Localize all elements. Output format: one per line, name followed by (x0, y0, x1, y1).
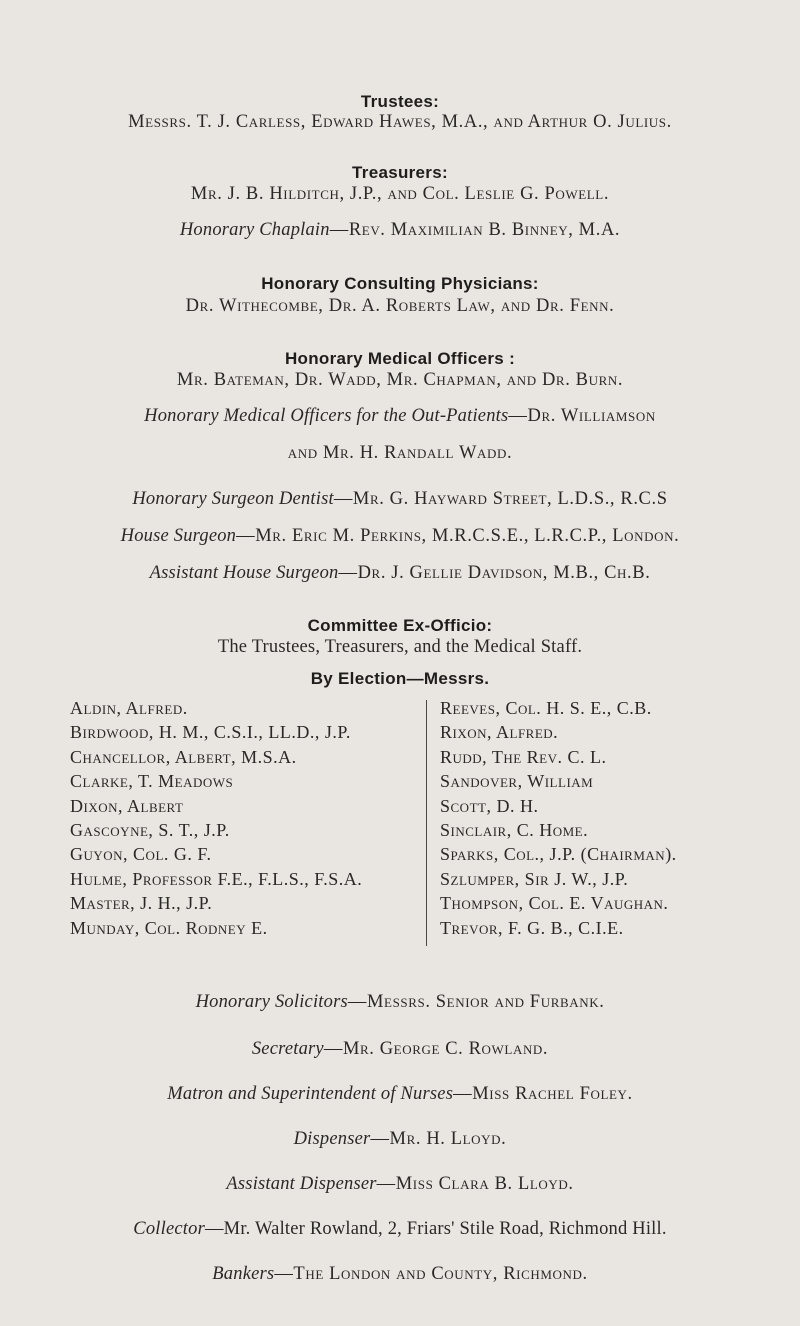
committee-left-column (70, 696, 362, 940)
treasurers-line: Mr. J. B. Hilditch, J.P., and Col. Leslie G. Powell. (190, 184, 610, 204)
committee-heading: Committee Ex-Officio: (307, 616, 493, 635)
committee-member: Rixon, Alfred. (440, 722, 559, 743)
bankers-line (0, 1264, 800, 1285)
bankers-role: Bankers (212, 1264, 275, 1284)
dentist-name: —Mr. G. Hayward Street, L.D.S., R.C.S (333, 489, 668, 509)
house-surgeon-line (0, 526, 800, 547)
committee-member: Trevor, F. G. B., C.I.E. (440, 917, 624, 938)
dispenser-role: Dispenser (293, 1129, 371, 1149)
outpatients-line2: and Mr. H. Randall Wadd. (287, 443, 513, 463)
collector-name: —Mr. Walter Rowland, 2, Friars' Stile Road, Richmond Hill. (204, 1219, 667, 1239)
solicitors-line (0, 992, 800, 1013)
trustees-heading: Trustees: (360, 92, 440, 111)
committee-member: Aldin, Alfred. (70, 698, 188, 718)
asst-dispenser-line (0, 1174, 800, 1195)
committee-member: Munday, Col. Rodney E. (70, 917, 268, 938)
secretary-name: —Mr. George C. Rowland. (323, 1039, 549, 1059)
house-surgeon-role: House Surgeon (120, 526, 237, 546)
committee-member: Clarke, T. Meadows (70, 771, 234, 792)
chaplain-role: Honorary Chaplain (179, 220, 330, 240)
solicitors-role: Honorary Solicitors (195, 992, 348, 1012)
committee-member: Dixon, Albert (70, 795, 184, 816)
committee-member: Birdwood, H. M., C.S.I., LL.D., J.P. (70, 722, 351, 743)
committee-member: Gascoyne, S. T., J.P. (70, 819, 230, 840)
treasurers-heading: Treasurers: (352, 163, 448, 182)
committee-right-column (440, 696, 677, 940)
dispenser-name: —Mr. H. Lloyd. (370, 1129, 507, 1149)
committee-member: Szlumper, Sir J. W., J.P. (440, 868, 629, 889)
secretary-role: Secretary (251, 1039, 324, 1059)
trustees-line: Messrs. T. J. Carless, Edward Hawes, M.A., and Arthur O. Julius. (128, 112, 672, 132)
committee-member: Rudd, The Rev. C. L. (440, 746, 607, 767)
dentist-role: Honorary Surgeon Dentist (132, 489, 334, 509)
matron-name: —Miss Rachel Foley. (453, 1084, 633, 1104)
column-divider (426, 700, 427, 946)
committee-line: The Trustees, Treasurers, and the Medical Staff. (217, 637, 583, 657)
committee-member: Guyon, Col. G. F. (70, 844, 212, 865)
matron-line (0, 1084, 800, 1105)
committee-member: Scott, D. H. (440, 795, 539, 816)
committee-member: Chancellor, Albert, M.S.A. (70, 746, 297, 767)
outpatients-role: Honorary Medical Officers for the Out-Patients (144, 406, 509, 426)
committee-member: Sparks, Col., J.P. (Chairman). (440, 844, 677, 865)
asst-dispenser-role: Assistant Dispenser (226, 1174, 377, 1194)
collector-line (0, 1219, 800, 1240)
committee-member: Sandover, William (440, 771, 594, 792)
election-heading: By Election—Messrs. (310, 669, 490, 688)
outpatients-line (0, 406, 800, 427)
bankers-name: —The London and County, Richmond. (274, 1264, 588, 1284)
committee-member: Thompson, Col. E. Vaughan. (440, 893, 669, 914)
matron-role: Matron and Superintendent of Nurses (167, 1084, 454, 1104)
asst-dispenser-name: —Miss Clara B. Lloyd. (376, 1174, 574, 1194)
chaplain-line (0, 220, 800, 241)
consulting-physicians-line: Dr. Withecombe, Dr. A. Roberts Law, and Dr. Fenn. (185, 296, 615, 316)
chaplain-name: —Rev. Maximilian B. Binney, M.A. (329, 220, 621, 240)
outpatients-name: —Dr. Williamson (508, 406, 656, 426)
dentist-line (0, 489, 800, 510)
medical-officers-heading: Honorary Medical Officers : (284, 349, 516, 368)
committee-member: Master, J. H., J.P. (70, 893, 213, 914)
house-surgeon-name: —Mr. Eric M. Perkins, M.R.C.S.E., L.R.C.P., London. (236, 526, 680, 546)
asst-house-surgeon-line (0, 563, 800, 584)
asst-house-surgeon-role: Assistant House Surgeon (149, 563, 339, 583)
dispenser-line (0, 1129, 800, 1150)
committee-member: Reeves, Col. H. S. E., C.B. (440, 698, 652, 718)
solicitors-name: —Messrs. Senior and Furbank. (347, 992, 605, 1012)
secretary-line (0, 1039, 800, 1060)
asst-house-surgeon-name: —Dr. J. Gellie Davidson, M.B., Ch.B. (338, 563, 651, 583)
committee-member: Sinclair, C. Home. (440, 819, 589, 840)
medical-officers-line: Mr. Bateman, Dr. Wadd, Mr. Chapman, and Dr. Burn. (176, 370, 624, 390)
consulting-physicians-heading: Honorary Consulting Physicians: (261, 274, 539, 293)
committee-member: Hulme, Professor F.E., F.L.S., F.S.A. (70, 868, 363, 889)
collector-role: Collector (133, 1219, 205, 1239)
